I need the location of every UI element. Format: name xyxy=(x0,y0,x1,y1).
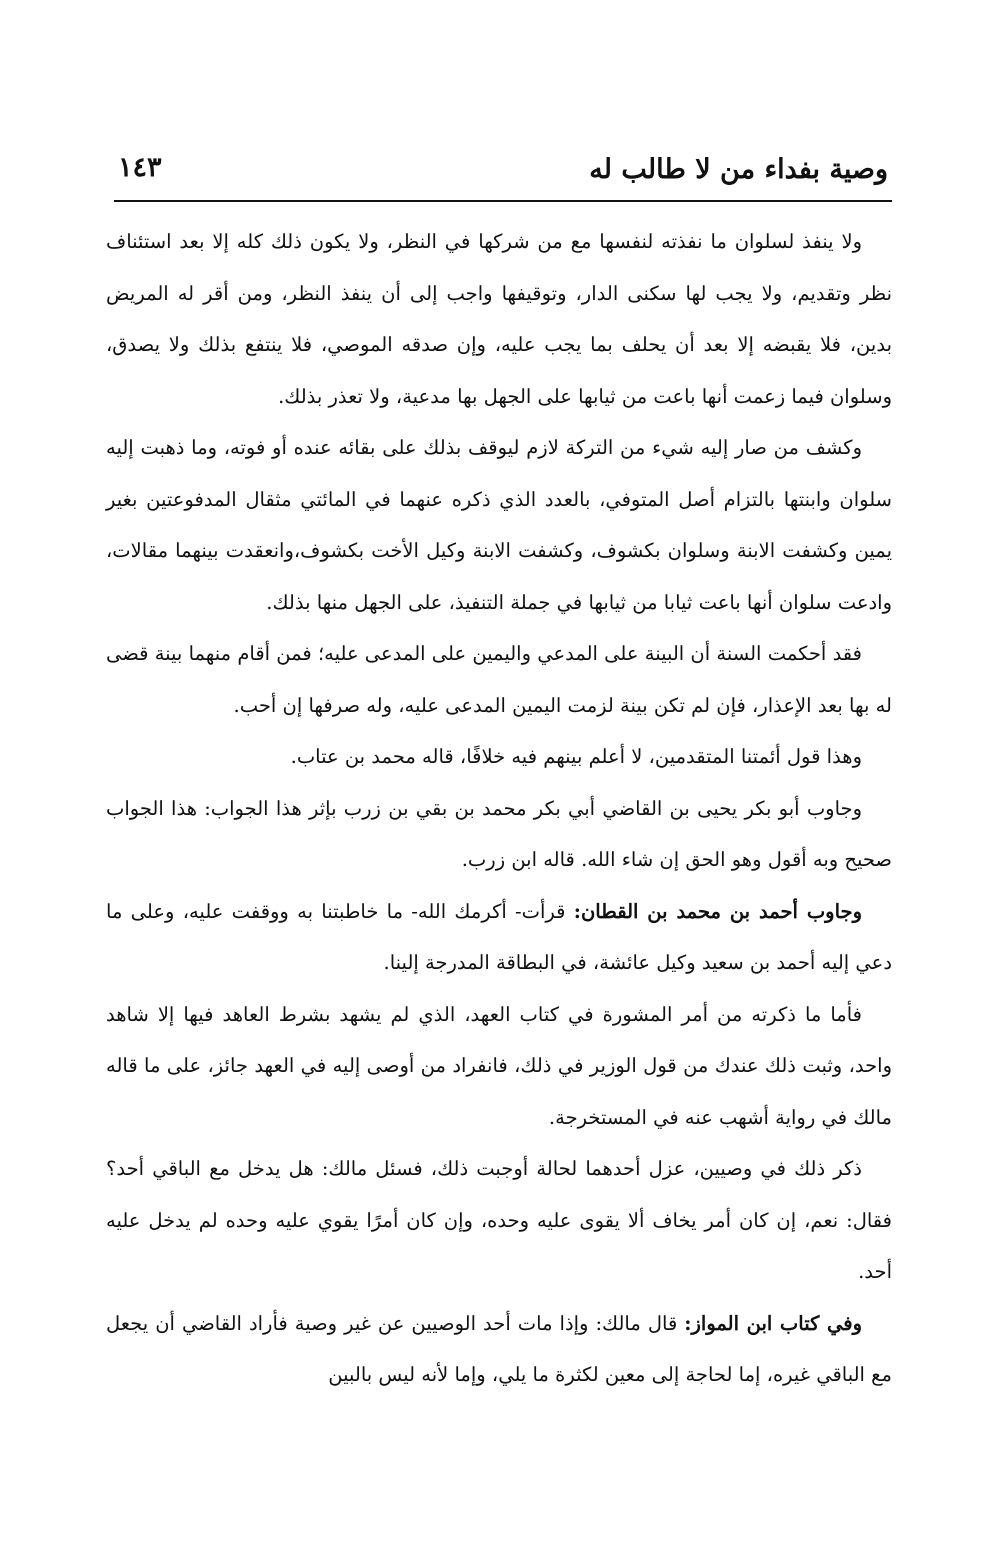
paragraph-text: وجاوب أبو بكر يحيى بن القاضي أبي بكر محمد بن بقي بن زرب بإثر هذا الجواب: هذا الجواب صحيح وبه أقول وهو الحق إن شاء الله. قاله ابن زرب. xyxy=(106,796,892,871)
paragraph-lead: وجاوب أحمد بن محمد بن القطان: xyxy=(573,899,862,923)
paragraph-lead: وفي كتاب ابن المواز: xyxy=(684,1311,862,1335)
paragraph-text: ذكر ذلك في وصيين، عزل أحدهما لحالة أوجبت ذلك، فسئل مالك: هل يدخل مع الباقي أحد؟ فقال: نعم، إن كان أمر يخاف ألا يقوى عليه وحده، وإن كان أمرًا يقوي عليه وحده لم يدخل عليه أحد. xyxy=(106,1157,892,1283)
body-text xyxy=(106,216,892,1401)
header-divider xyxy=(114,200,892,202)
paragraph-text: ولا ينفذ لسلوان ما نفذته لنفسها مع من شركها في النظر، ولا يكون ذلك كله إلا بعد استئناف نظر وتقديم، ولا يجب لها سكنى الدار، وتوقيفها واجب إلى أن ينفذ النظر، ومن أقر له المريض بدين، فلا يقبضه إلا بعد أن يحلف بما يجب عليه، وإن صدقه الموصي، فلا ينتفع بذلك ولا يصدق، وسلوان فيما زعمت أنها باعت من ثيابها على الجهل بها مدعية، ولا تعذر بذلك. xyxy=(106,230,892,408)
paragraph xyxy=(106,783,892,886)
paragraph-text: وهذا قول أئمتنا المتقدمين، لا أعلم بينهم فيه خلافًا، قاله محمد بن عتاب. xyxy=(290,745,862,768)
paragraph xyxy=(106,1143,892,1298)
paragraph-text: فأما ما ذكرته من أمر المشورة في كتاب العهد، الذي لم يشهد بشرط العاهد فيها إلا شاهد واحد، وثبت ذلك عندك من قول الوزير في ذلك، فانفراد من أوصى إليه في العهد جائز، على ما قاله مالك في رواية أشهب عنه في المستخرجة. xyxy=(106,1002,892,1129)
paragraph xyxy=(106,216,892,422)
paragraph xyxy=(106,731,892,783)
chapter-title: وصية بفداء من لا طالب له xyxy=(589,154,888,185)
paragraph xyxy=(106,886,892,989)
paragraph xyxy=(106,1298,892,1401)
running-header xyxy=(112,148,894,198)
paragraph-text: فقد أحكمت السنة أن البينة على المدعي واليمين على المدعى عليه؛ فمن أقام منهما بينة قضى له بها بعد الإعذار، فإن لم تكن بينة لزمت اليمين المدعى عليه، وله صرفها إن أحب. xyxy=(106,642,892,717)
paragraph xyxy=(106,989,892,1144)
paragraph xyxy=(106,628,892,731)
paragraph-text: قرأت- أكرمك الله- ما خاطبتنا به ووقفت عليه، وعلى ما دعي إليه أحمد بن سعيد وكيل عائشة، في البطاقة المدرجة إلينا. xyxy=(106,899,892,974)
paragraph xyxy=(106,422,892,628)
page-number: ١٤٣ xyxy=(118,152,162,183)
paragraph-text: وكشف من صار إليه شيء من التركة لازم ليوقف بذلك على بقائه عنده أو فوته، وما ذهبت إليه سلوان وابنتها بالتزام أصل المتوفي، بالعدد الذي ذكره عنهما في المائتي مثقال المدفوعتين بغير يمين وكشفت الابنة وسلوان بكشوف، وكشفت الابنة وكيل الأخت بكشوف،وانعقدت بينهما مقالات، وادعت سلوان أنها باعت ثيابا من ثيابها في جملة التنفيذ، على الجهل منها بذلك. xyxy=(106,436,892,614)
paragraph-text: قال مالك: وإذا مات أحد الوصيين عن غير وصية فأراد القاضي أن يجعل مع الباقي غيره، إما لحاجة إلى معين لكثرة ما يلي، وإما لأنه ليس بالبين xyxy=(106,1311,892,1386)
